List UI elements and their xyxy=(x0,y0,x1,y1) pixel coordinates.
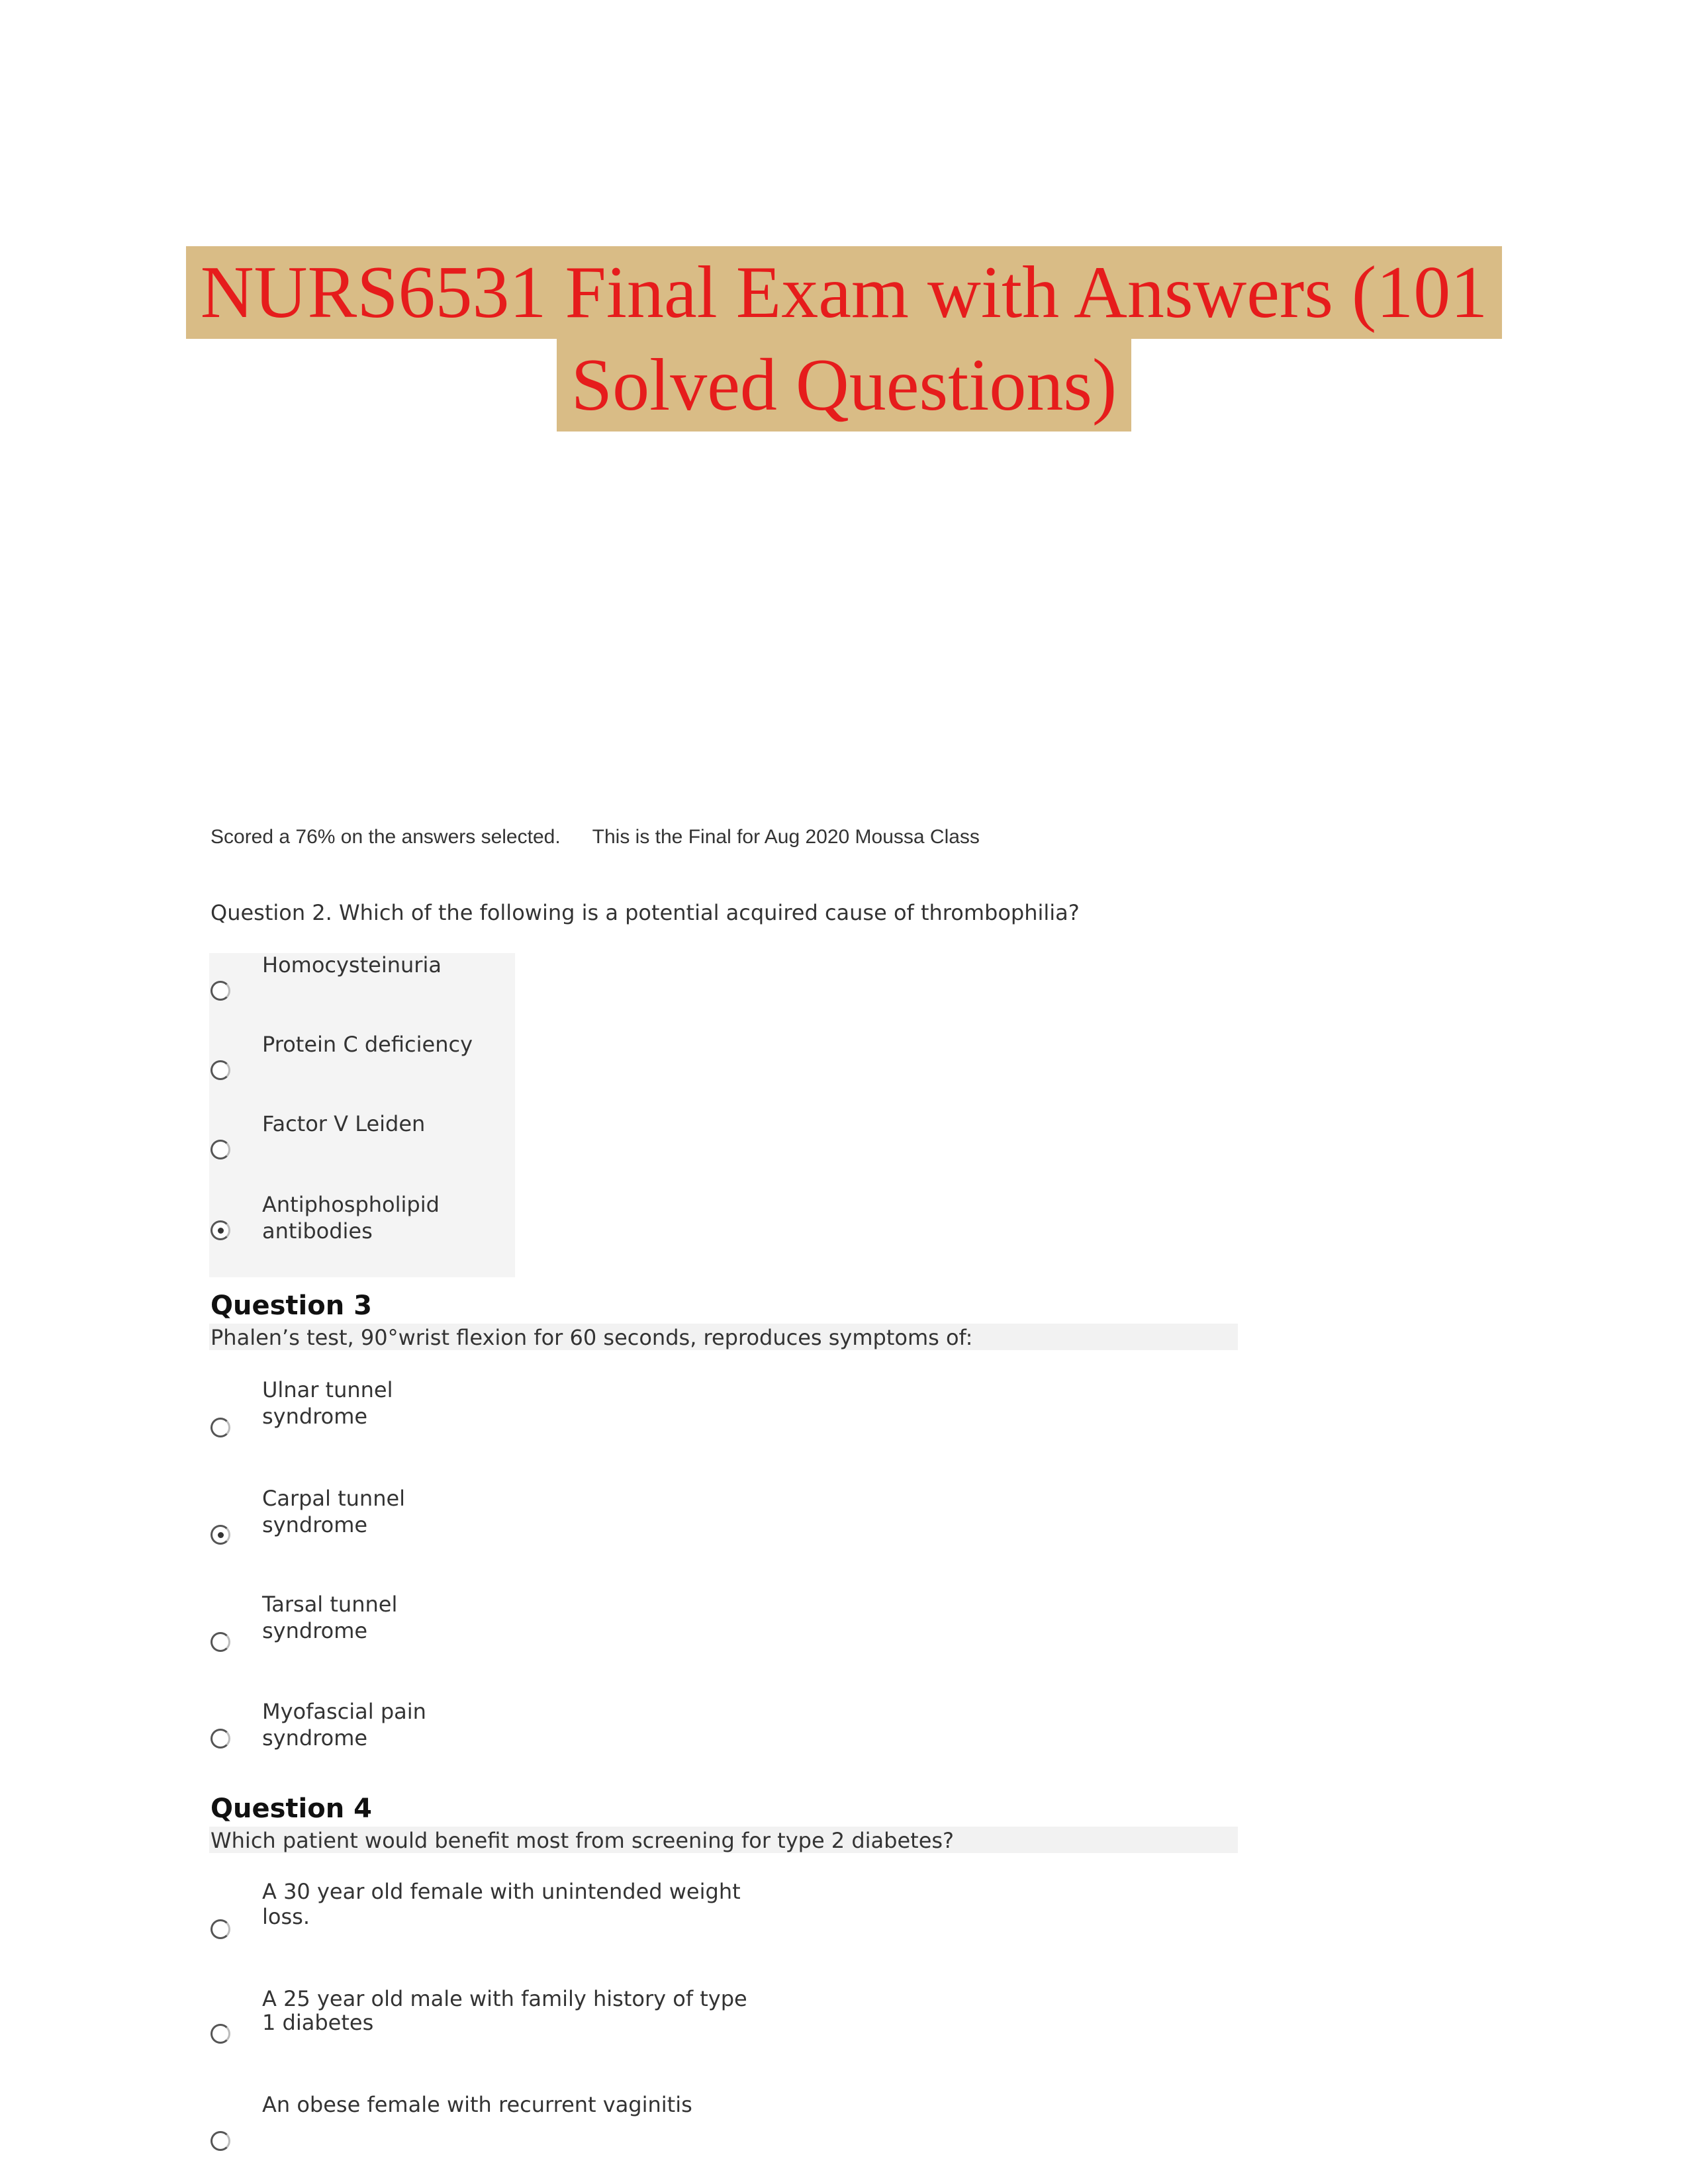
title-line-2: Solved Questions) xyxy=(557,339,1131,432)
option-text-line-1: A 25 year old male with family history of type xyxy=(262,1986,747,2011)
radio-button-icon[interactable] xyxy=(211,1632,230,1652)
option-text-line-1: Tarsal tunnel xyxy=(262,1592,398,1617)
question-4-prompt: Which patient would benefit most from screening for type 2 diabetes? xyxy=(211,1828,955,1853)
question-3-prompt: Phalen’s test, 90°wrist flexion for 60 seconds, reproduces symptoms of: xyxy=(211,1325,973,1350)
radio-button-icon[interactable] xyxy=(211,1729,230,1749)
intro-line xyxy=(211,826,980,848)
option-text-line-2: syndrome xyxy=(262,1725,368,1751)
radio-button-icon[interactable] xyxy=(211,1418,230,1437)
option-text: An obese female with recurrent vaginitis xyxy=(262,2092,692,2117)
class-note: This is the Final for Aug 2020 Moussa Class xyxy=(592,826,980,848)
option-text-line-1: Ulnar tunnel xyxy=(262,1377,393,1402)
option-text: Factor V Leiden xyxy=(262,1111,426,1136)
question-4-heading: Question 4 xyxy=(211,1794,372,1824)
radio-button-icon[interactable] xyxy=(211,1060,230,1080)
radio-button-icon[interactable] xyxy=(211,981,230,1001)
option-text-line-2: antibodies xyxy=(262,1218,373,1244)
radio-button-selected-icon[interactable] xyxy=(211,1220,230,1240)
title-line-1: NURS6531 Final Exam with Answers (101 xyxy=(186,246,1502,339)
radio-button-selected-icon[interactable] xyxy=(211,1525,230,1545)
document-title xyxy=(0,246,1688,432)
radio-button-icon[interactable] xyxy=(211,1919,230,1939)
question-3-heading: Question 3 xyxy=(211,1291,372,1321)
option-text-line-2: loss. xyxy=(262,1904,310,1929)
option-text: Homocysteinuria xyxy=(262,952,442,978)
option-text-line-1: Myofascial pain xyxy=(262,1699,426,1724)
score-note: Scored a 76% on the answers selected. xyxy=(211,826,561,848)
option-text-line-2: syndrome xyxy=(262,1618,368,1643)
option-text-line-2: 1 diabetes xyxy=(262,2010,374,2035)
option-text-line-1: Carpal tunnel xyxy=(262,1486,406,1511)
option-text: Protein C deficiency xyxy=(262,1032,473,1057)
option-text-line-1: A 30 year old female with unintended weight xyxy=(262,1879,741,1904)
question-2-prompt: Question 2. Which of the following is a potential acquired cause of thrombophilia? xyxy=(211,900,1080,925)
option-text-line-1: Antiphospholipid xyxy=(262,1192,440,1217)
radio-button-icon[interactable] xyxy=(211,2131,230,2151)
option-text-line-2: syndrome xyxy=(262,1404,368,1429)
radio-button-icon[interactable] xyxy=(211,1140,230,1160)
radio-button-icon[interactable] xyxy=(211,2024,230,2044)
option-text-line-2: syndrome xyxy=(262,1512,368,1537)
